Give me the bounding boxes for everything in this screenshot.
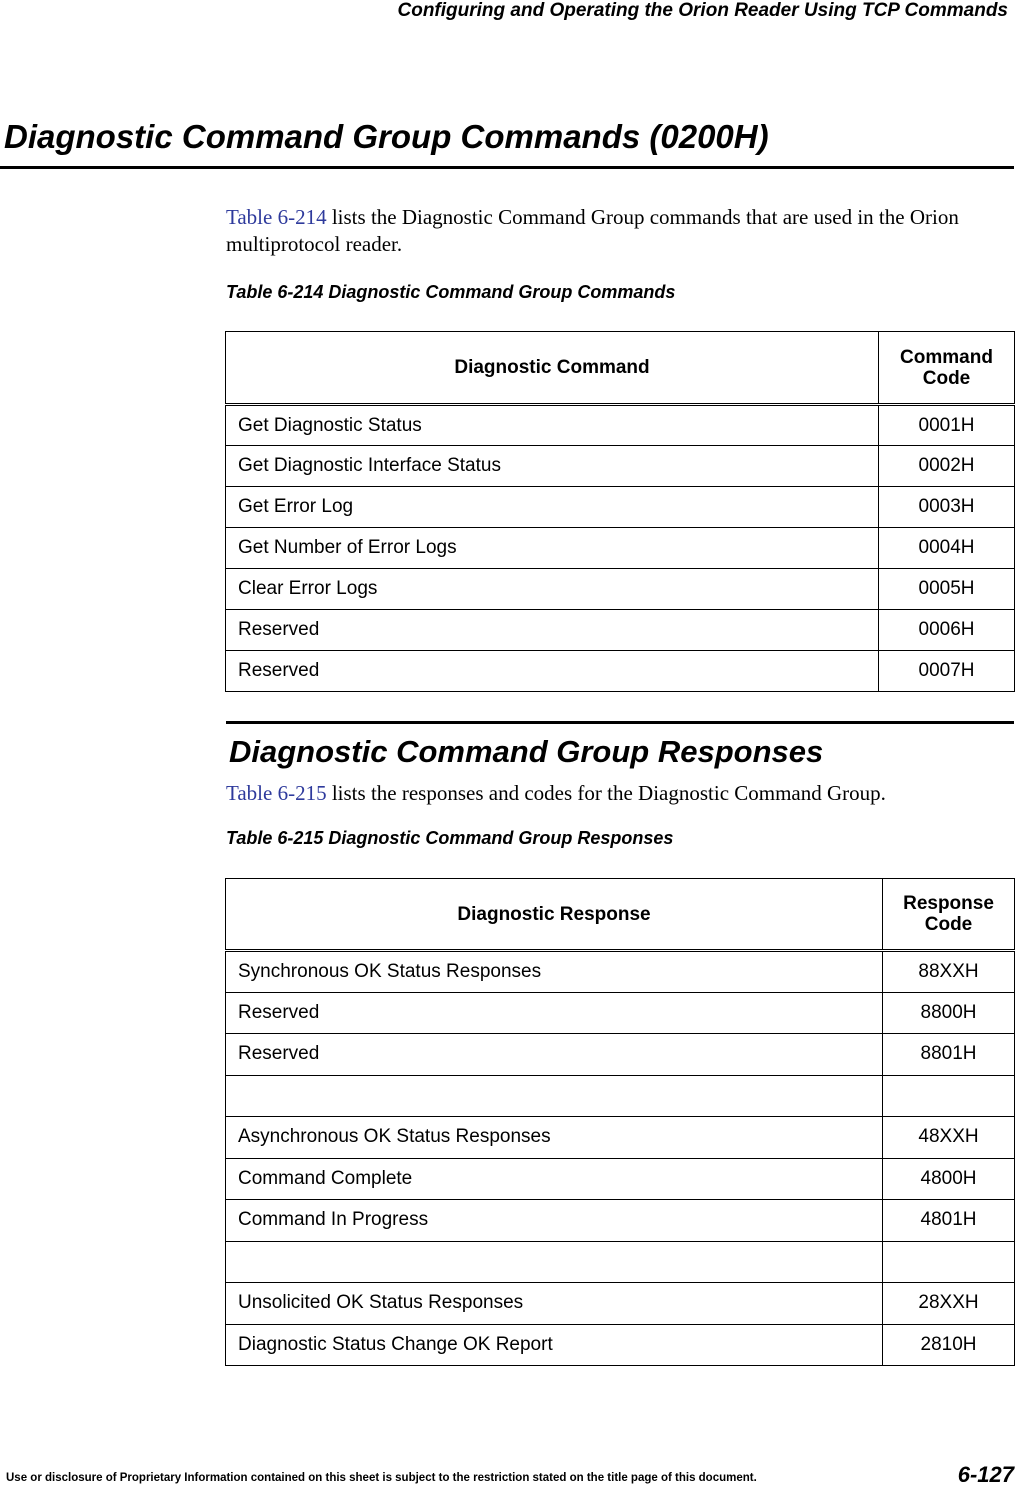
response-name: Command In Progress	[226, 1200, 883, 1242]
response-code: 4801H	[883, 1200, 1015, 1242]
table-row	[226, 651, 1015, 692]
diagnostic-commands-table	[225, 331, 1015, 692]
response-code	[883, 1075, 1015, 1117]
table-6-214-link[interactable]: Table 6-214	[226, 205, 327, 229]
intro-paragraph-commands	[226, 204, 1006, 258]
table-row	[226, 1158, 1015, 1200]
table-row	[226, 528, 1015, 569]
command-code: 0003H	[879, 487, 1015, 528]
command-code: 0005H	[879, 569, 1015, 610]
response-code: 8801H	[883, 1034, 1015, 1076]
diagnostic-responses-table	[225, 878, 1015, 1366]
response-name: Reserved	[226, 992, 883, 1034]
command-name: Get Diagnostic Interface Status	[226, 446, 879, 487]
command-name: Clear Error Logs	[226, 569, 879, 610]
response-code	[883, 1241, 1015, 1283]
command-code: 0007H	[879, 651, 1015, 692]
command-name: Reserved	[226, 610, 879, 651]
response-name	[226, 1075, 883, 1117]
response-name: Unsolicited OK Status Responses	[226, 1283, 883, 1325]
command-name: Reserved	[226, 651, 879, 692]
table-caption-commands: Table 6-214 Diagnostic Command Group Commands	[226, 282, 676, 302]
table-caption-responses: Table 6-215 Diagnostic Command Group Responses	[226, 828, 674, 848]
command-name: Get Number of Error Logs	[226, 528, 879, 569]
column-header-code-line2: Code	[922, 367, 971, 389]
column-header-code-line1: Command	[900, 346, 993, 368]
table-row	[226, 1034, 1015, 1076]
response-code: 8800H	[883, 992, 1015, 1034]
table-row	[226, 1117, 1015, 1159]
table-6-215-link[interactable]: Table 6-215	[226, 781, 327, 805]
table-row	[226, 1283, 1015, 1325]
intro-paragraph-responses	[226, 780, 1006, 807]
command-code: 0002H	[879, 446, 1015, 487]
response-name: Synchronous OK Status Responses	[226, 951, 883, 993]
table-row	[226, 487, 1015, 528]
table-row	[226, 446, 1015, 487]
table-row	[226, 992, 1015, 1034]
page-number: 6-127	[957, 1462, 1014, 1487]
section-heading-responses: Diagnostic Command Group Responses	[229, 734, 824, 769]
intro-text: lists the Diagnostic Command Group commands that are used in the Orion multiprotocol reader.	[226, 205, 959, 256]
table-row	[226, 1075, 1015, 1117]
response-name: Command Complete	[226, 1158, 883, 1200]
table-row	[226, 1200, 1015, 1242]
column-header-command: Diagnostic Command	[226, 332, 879, 405]
table-row	[226, 405, 1015, 446]
table-row	[226, 569, 1015, 610]
response-code: 4800H	[883, 1158, 1015, 1200]
command-name: Get Error Log	[226, 487, 879, 528]
command-code: 0001H	[879, 405, 1015, 446]
response-code: 28XXH	[883, 1283, 1015, 1325]
table-row	[226, 610, 1015, 651]
response-code: 2810H	[883, 1324, 1015, 1366]
footer-notice: Use or disclosure of Proprietary Information contained on this sheet is subject to the restriction stated on the title page of this document.	[6, 1472, 757, 1484]
response-name	[226, 1241, 883, 1283]
column-header-code-line1: Response	[903, 893, 994, 914]
response-name: Asynchronous OK Status Responses	[226, 1117, 883, 1159]
command-code: 0006H	[879, 610, 1015, 651]
column-header-response: Diagnostic Response	[226, 879, 883, 951]
response-code: 88XXH	[883, 951, 1015, 993]
intro-text: lists the responses and codes for the Diagnostic Command Group.	[326, 781, 886, 805]
section-heading-commands: Diagnostic Command Group Commands (0200H)	[4, 118, 769, 155]
column-header-code-line2: Code	[924, 914, 973, 935]
response-code: 48XXH	[883, 1117, 1015, 1159]
running-header: Configuring and Operating the Orion Reader Using TCP Commands	[397, 0, 1008, 21]
table-row	[226, 1241, 1015, 1283]
table-row	[226, 1324, 1015, 1366]
column-header-code	[883, 879, 1015, 951]
subheading-rule	[226, 721, 1014, 724]
table-row	[226, 951, 1015, 993]
command-code: 0004H	[879, 528, 1015, 569]
response-name: Reserved	[226, 1034, 883, 1076]
response-name: Diagnostic Status Change OK Report	[226, 1324, 883, 1366]
command-name: Get Diagnostic Status	[226, 405, 879, 446]
heading-rule	[0, 166, 1014, 169]
column-header-code	[879, 332, 1015, 405]
